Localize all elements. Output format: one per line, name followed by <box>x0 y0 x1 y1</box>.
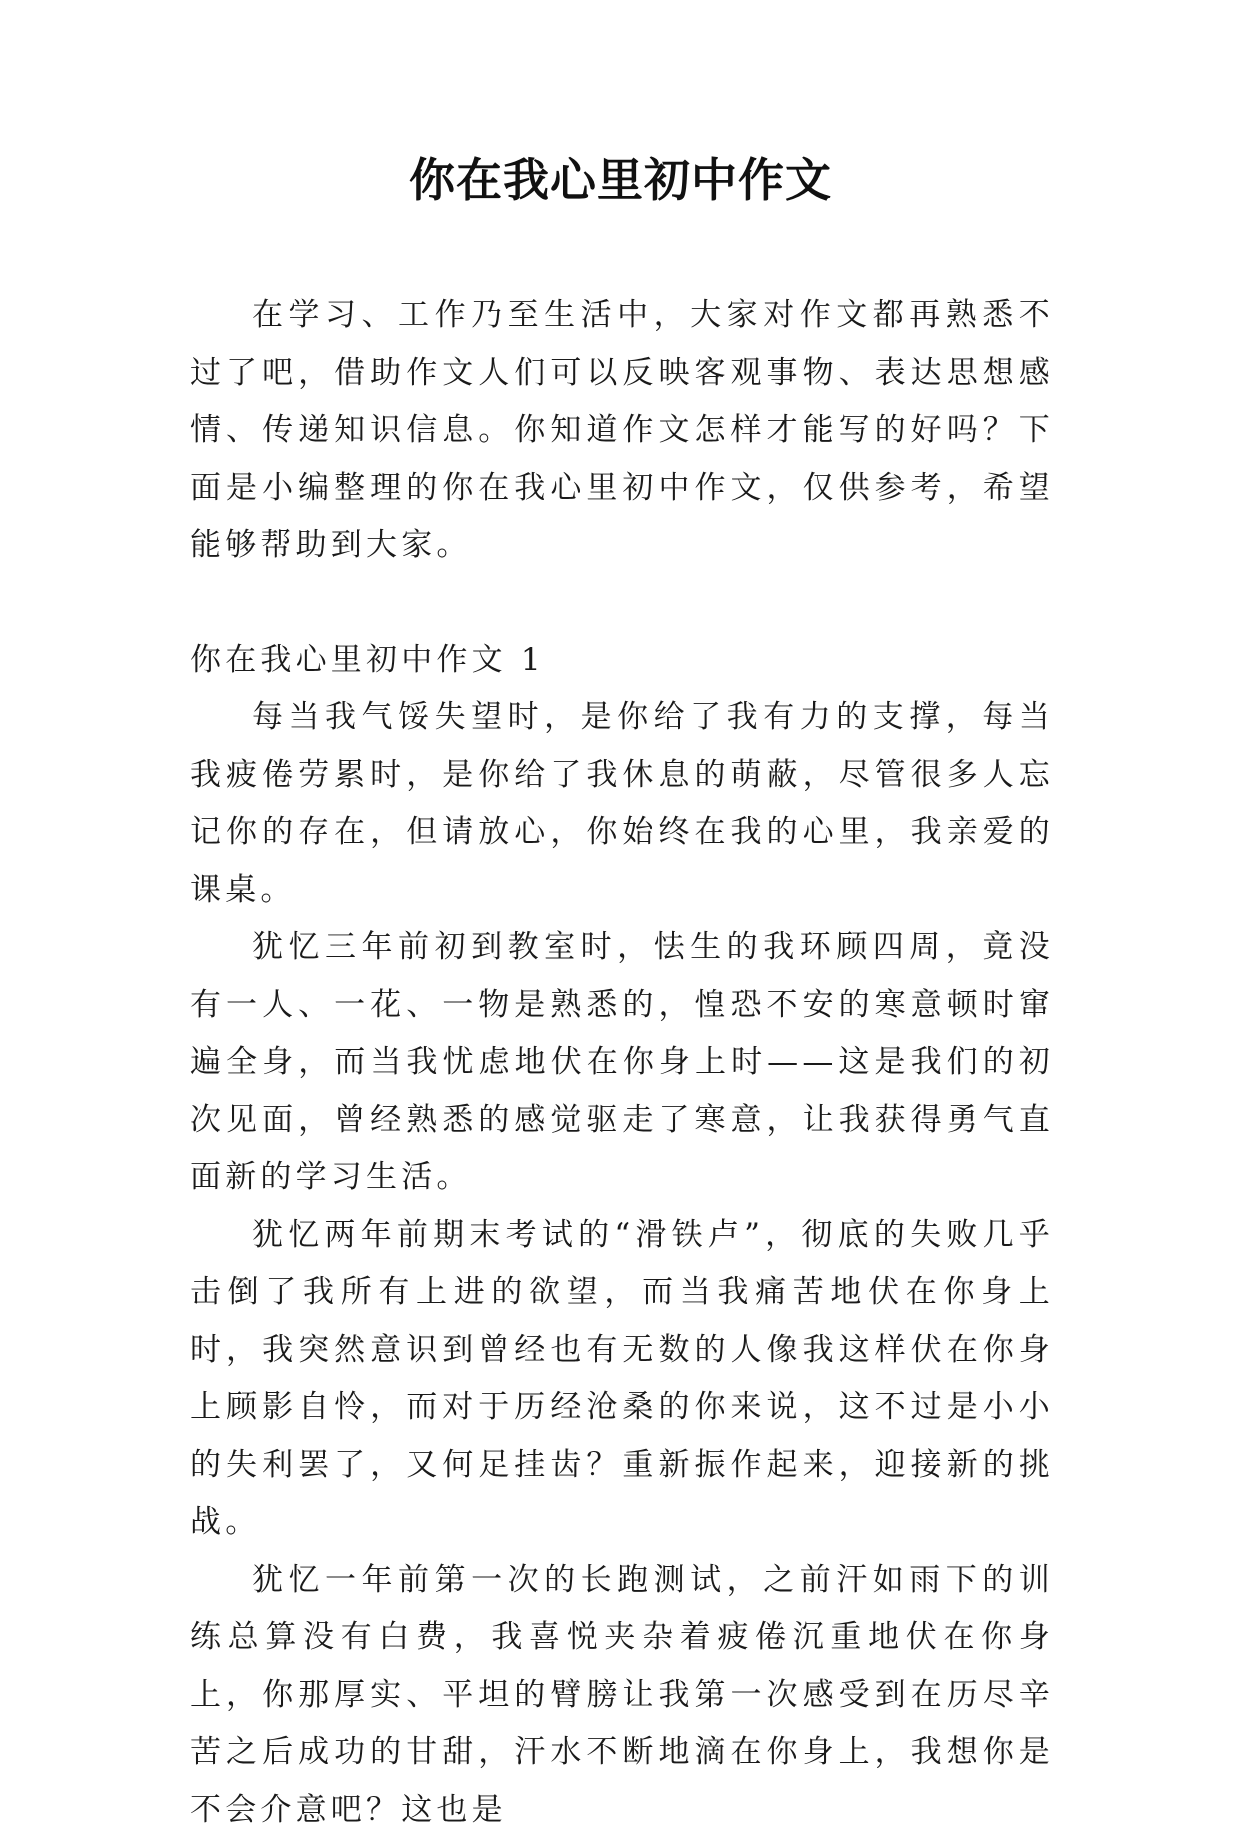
body-paragraph: 每当我气馁失望时，是你给了我有力的支撑，每当我疲倦劳累时，是你给了我休息的萌蔽，尽管很多人忘记你的存在，但请放心，你始终在我的心里，我亲爱的课桌。 <box>190 689 1054 919</box>
section-heading: 你在我心里初中作文 1 <box>190 632 1054 690</box>
body-paragraph: 犹忆两年前期末考试的“滑铁卢”，彻底的失败几乎击倒了我所有上进的欲望，而当我痛苦地伏在你身上时，我突然意识到曾经也有无数的人像我这样伏在你身上顾影自怜，而对于历经沧桑的你来说，这不过是小小的失利罢了，又何足挂齿？重新振作起来，迎接新的挑战。 <box>190 1207 1054 1552</box>
document-title: 你在我心里初中作文 <box>0 150 1241 210</box>
intro-paragraph: 在学习、工作乃至生活中，大家对作文都再熟悉不过了吧，借助作文人们可以反映客观事物、表达思想感情、传递知识信息。你知道作文怎样才能写的好吗？下面是小编整理的你在我心里初中作文，仅供参考，希望能够帮助到大家。 <box>190 287 1054 575</box>
document-body <box>190 287 1054 1839</box>
body-paragraph: 犹忆三年前初到教室时，怯生的我环顾四周，竟没有一人、一花、一物是熟悉的，惶恐不安的寒意顿时窜遍全身，而当我忧虑地伏在你身上时——这是我们的初次见面，曾经熟悉的感觉驱走了寒意，让我获得勇气直面新的学习生活。 <box>190 919 1054 1207</box>
body-paragraph: 犹忆一年前第一次的长跑测试，之前汗如雨下的训练总算没有白费，我喜悦夹杂着疲倦沉重地伏在你身上，你那厚实、平坦的臂膀让我第一次感受到在历尽辛苦之后成功的甘甜，汗水不断地滴在你身上，我想你是不会介意吧？这也是 <box>190 1552 1054 1839</box>
